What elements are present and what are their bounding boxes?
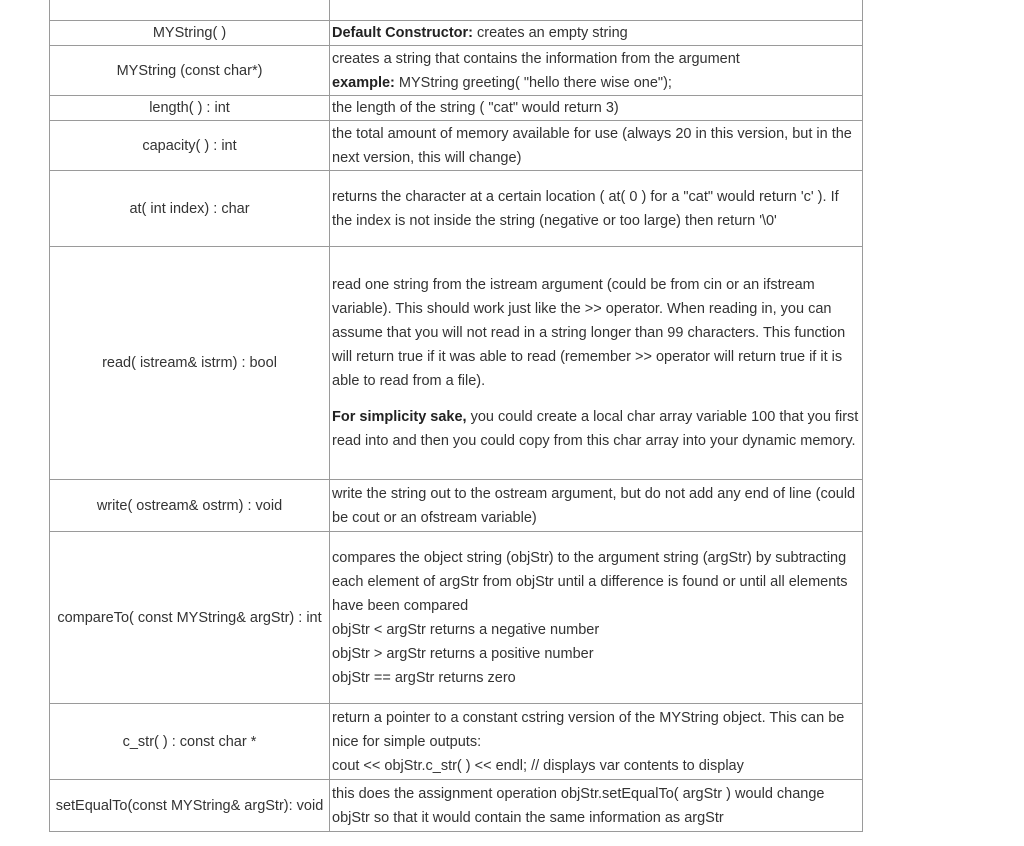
description-cell: [330, 247, 863, 480]
table-row: [50, 21, 863, 46]
description-text: objStr == argStr returns zero: [332, 669, 516, 686]
method-signature: write( ostream& ostrm) : void: [96, 497, 283, 514]
method-signature: length( ) : int: [149, 100, 230, 116]
description-line: [332, 546, 860, 618]
method-cell: [50, 96, 330, 121]
description-text: write the string out to the ostream argument, but do not add any end of line (could be cout or an ofstream variable): [332, 485, 856, 526]
description-line: [332, 782, 860, 830]
description-text: the length of the string ( "cat" would return 3): [332, 100, 619, 116]
description-line: [332, 273, 860, 393]
method-signature: read( istream& istrm) : bool: [102, 355, 277, 371]
description-line: [332, 21, 860, 45]
description-line: [332, 96, 860, 120]
method-cell: [50, 121, 330, 171]
description-text: compares the object string (objStr) to the argument string (argStr) by subtracting each element of argStr from objStr until a difference is found or until all elements have been compared: [332, 549, 848, 614]
method-cell: [50, 532, 330, 704]
table-row: [50, 780, 863, 832]
method-signature: capacity( ) : int: [142, 137, 237, 154]
description-line: [332, 405, 860, 453]
table-row: [50, 247, 863, 480]
description-cell: [330, 46, 863, 96]
description-bold-label: example:: [332, 74, 395, 91]
description-text: MYString greeting( "hello there wise one");: [394, 74, 672, 91]
description-text: the total amount of memory available for use (always 20 in this version, but in the next version, this will change): [332, 125, 852, 166]
method-cell: [50, 780, 330, 832]
method-cell: [50, 46, 330, 96]
description-cell: [330, 0, 863, 21]
table-row: [50, 171, 863, 247]
description-line: [332, 71, 860, 95]
description-line: [332, 185, 860, 233]
description-text: you could create a local char array variable 100 that you first read into and then you could copy from this char array into your dynamic memory.: [332, 409, 859, 449]
description-line: [332, 666, 860, 690]
table-row: [50, 480, 863, 532]
table-row: [50, 96, 863, 121]
description-line: [332, 642, 860, 666]
description-text: creates an empty string: [472, 25, 628, 41]
description-cell: [330, 704, 863, 780]
description-cell: [330, 21, 863, 46]
table-row-top: [50, 0, 863, 21]
method-signature: c_str( ) : const char *: [122, 733, 257, 750]
description-cell: [330, 96, 863, 121]
description-bold-label: Default Constructor:: [332, 25, 473, 41]
description-text: returns the character at a certain location ( at( 0 ) for a "cat" would return 'c' ). If the index is not inside the string (negative or too large) then return '\0': [332, 188, 839, 229]
description-cell: [330, 171, 863, 247]
description-line: [332, 754, 860, 778]
description-line: [332, 482, 860, 530]
description-bold-label: For simplicity sake,: [332, 409, 467, 425]
method-cell: [50, 21, 330, 46]
method-cell: [50, 0, 330, 21]
description-text: objStr < argStr returns a negative number: [332, 621, 600, 638]
method-signature: compareTo( const MYString& argStr) : int: [57, 609, 322, 626]
table-row: [50, 532, 863, 704]
method-signature: setEqualTo(const MYString& argStr): void: [55, 797, 324, 814]
description-text: read one string from the istream argument (could be from cin or an ifstream variable). This should work just like the >> operator. When reading in, you can assume that you will not read in a string longer than 99 characters. This function will return true if it was able to read (remember >> operator will return true if it is able to read from a file).: [332, 277, 846, 389]
description-text: cout << objStr.c_str( ) << endl; // displays var contents to display: [332, 757, 744, 774]
method-cell: [50, 247, 330, 480]
description-cell: [330, 480, 863, 532]
description-cell: [330, 121, 863, 171]
description-text: this does the assignment operation objStr.setEqualTo( argStr ) would change objStr so that it would contain the same information as argStr: [332, 785, 825, 826]
method-cell: [50, 480, 330, 532]
description-line: [332, 47, 860, 71]
description-text: creates a string that contains the information from the argument: [332, 50, 740, 67]
table-row: [50, 46, 863, 96]
method-table: [49, 0, 863, 832]
method-cell: [50, 704, 330, 780]
method-signature: MYString (const char*): [116, 62, 263, 79]
table-row: [50, 121, 863, 171]
description-text: objStr > argStr returns a positive number: [332, 645, 594, 662]
description-line: [332, 122, 860, 170]
description-line: [332, 706, 860, 754]
paragraph-gap: [332, 393, 860, 405]
description-text: return a pointer to a constant cstring version of the MYString object. This can be nice for simple outputs:: [332, 709, 845, 750]
description-cell: [330, 780, 863, 832]
description-line: [332, 618, 860, 642]
method-cell: [50, 171, 330, 247]
table-row: [50, 704, 863, 780]
description-cell: [330, 532, 863, 704]
method-signature: MYString( ): [152, 25, 227, 41]
method-signature: at( int index) : char: [129, 200, 250, 217]
